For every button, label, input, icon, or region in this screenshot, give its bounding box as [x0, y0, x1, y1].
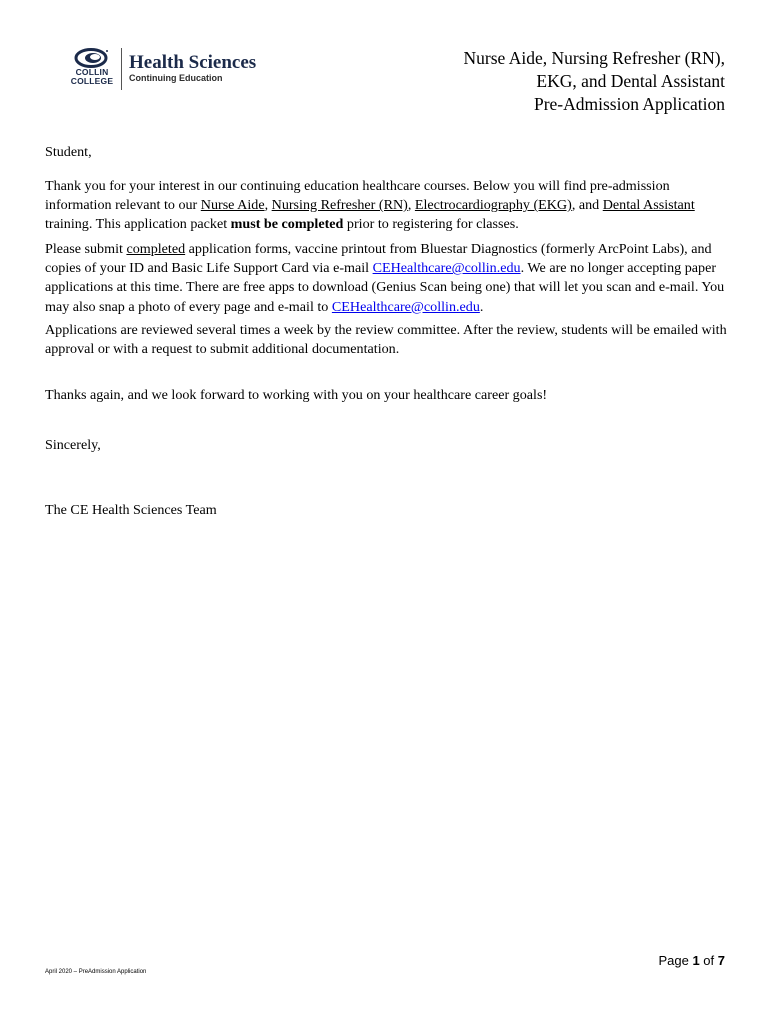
logo-text [129, 48, 256, 84]
submit-line-1-text: Please submit [45, 241, 127, 257]
logo-subtitle: Continuing Education [129, 73, 223, 83]
email-link[interactable]: CEHealthcare@collin.edu [372, 260, 521, 277]
collin-swoosh-icon [74, 48, 110, 68]
intro-line-3-end: prior to registering for classes. [343, 216, 519, 233]
intro-line-2-text: information relevant to our [45, 197, 201, 214]
submit-line-2 [45, 259, 724, 278]
course-link-dental-assistant[interactable]: Dental Assistant [602, 197, 695, 214]
submit-line-2-text: copies of your ID and Basic Life Support Card via e-mail [45, 260, 373, 277]
collin-college-wordmark [66, 68, 118, 86]
submit-line-4 [45, 298, 724, 317]
footer-revision-note: April 2020 – PreAdmission Application [45, 969, 147, 975]
collin-health-sciences-logo [66, 48, 256, 90]
submit-line-1 [45, 240, 724, 259]
title-line-2: EKG, and Dental Assistant [536, 71, 725, 91]
logo-divider [121, 48, 122, 90]
paragraph-submit [45, 240, 724, 317]
course-link-ekg[interactable]: Electrocardiography (EKG) [414, 197, 572, 214]
email-link-2[interactable]: CEHealthcare@collin.edu [331, 298, 480, 315]
submit-line-3: applications at this time. There are free apps to download (Genius Scan being one) that will let you scan and e-mail. You [45, 279, 725, 296]
document-title [464, 47, 725, 116]
salutation: Student, [45, 144, 92, 160]
logo-college-line2: COLLEGE [70, 76, 114, 86]
page-number [658, 953, 725, 968]
total-pages: 7 [717, 953, 725, 968]
intro-line-2 [45, 196, 695, 215]
paragraph-thanks: Thanks again, and we look forward to working with you on your healthcare career goals! [45, 387, 548, 403]
current-page: 1 [692, 953, 700, 968]
submit-line-1-end: application forms, vaccine printout from Bluestar Diagnostics (formerly ArcPoint Labs), and [185, 241, 712, 257]
logo-college-line1: COLLIN [75, 67, 109, 77]
collin-college-logo-mark [66, 48, 118, 90]
course-link-nursing-refresher[interactable]: Nursing Refresher (RN) [271, 197, 408, 214]
intro-line-3 [45, 215, 695, 234]
intro-line-1: Thank you for your interest in our continuing education healthcare courses. Below you will find pre-admission [45, 178, 670, 194]
separator: , and [571, 197, 603, 214]
submit-line-4-end: . [479, 298, 484, 315]
closing: Sincerely, [45, 437, 101, 453]
page-label: Page [658, 953, 693, 968]
title-line-1: Nurse Aide, Nursing Refresher (RN), [463, 48, 725, 68]
paragraph-review [45, 321, 727, 359]
intro-line-3-text: training. This application packet [45, 216, 231, 233]
review-line-1: Applications are reviewed several times a week by the review committee. After the review, students will be emailed with [45, 322, 727, 338]
logo-title: Health Sciences [129, 52, 257, 73]
must-be-completed-emphasis: must be completed [230, 216, 344, 233]
submit-line-4-text: may also snap a photo of every page and e-mail to [45, 298, 332, 315]
course-link-nurse-aide[interactable]: Nurse Aide [200, 197, 265, 214]
separator: , [264, 197, 272, 214]
submit-line-2-end: . We are no longer accepting paper [520, 260, 717, 277]
title-line-3: Pre-Admission Application [533, 94, 725, 114]
signature: The CE Health Sciences Team [45, 502, 217, 518]
completed-emphasis: completed [126, 241, 186, 257]
of-label: of [699, 953, 718, 968]
review-line-2: approval or with a request to submit additional documentation. [45, 341, 400, 358]
separator: , [407, 197, 415, 214]
paragraph-intro [45, 177, 695, 235]
